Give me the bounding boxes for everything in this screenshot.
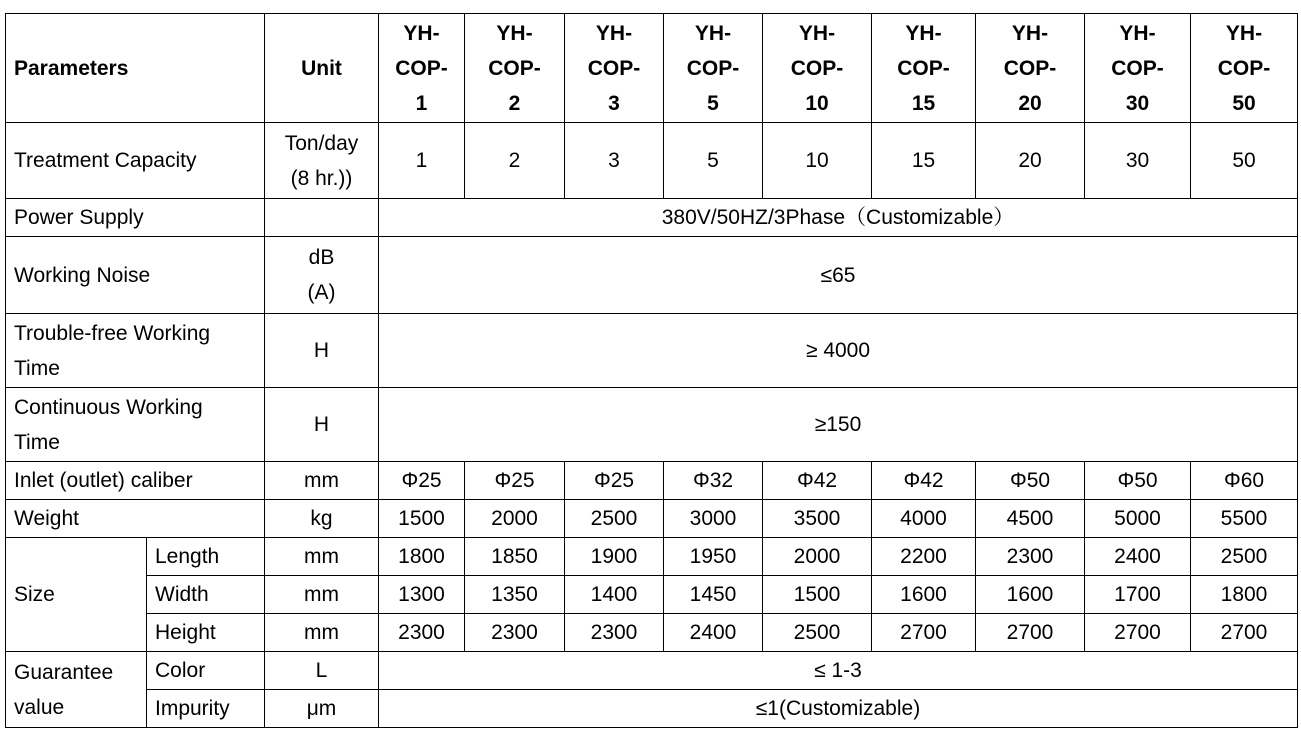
inlet-cell: Φ50	[1085, 462, 1191, 500]
treatment-capacity-label: Treatment Capacity	[6, 123, 265, 199]
trouble-free-unit: H	[265, 314, 379, 388]
size-height-label: Height	[147, 614, 265, 652]
header-model: YH- COP- 1	[379, 14, 465, 123]
treatment-capacity-cell: 30	[1085, 123, 1191, 199]
size-height-cell: 2700	[976, 614, 1085, 652]
power-supply-value: 380V/50HZ/3Phase（Customizable）	[379, 199, 1298, 237]
continuous-row	[6, 388, 1298, 462]
size-height-cell: 2400	[664, 614, 763, 652]
header-row	[6, 14, 1298, 123]
size-height-cell: 2300	[565, 614, 664, 652]
guarantee-impurity-unit: μm	[265, 690, 379, 728]
size-length-cell: 2000	[763, 538, 872, 576]
size-length-cell: 1850	[465, 538, 565, 576]
guarantee-color-row	[6, 652, 1298, 690]
trouble-free-label: Trouble-free Working Time	[6, 314, 265, 388]
weight-cell: 3500	[763, 500, 872, 538]
working-noise-row	[6, 237, 1298, 314]
header-model: YH- COP- 3	[565, 14, 664, 123]
header-unit: Unit	[265, 14, 379, 123]
size-width-cell: 1500	[763, 576, 872, 614]
size-height-cell: 2700	[1191, 614, 1298, 652]
size-width-cell: 1600	[976, 576, 1085, 614]
treatment-capacity-cell: 3	[565, 123, 664, 199]
continuous-unit: H	[265, 388, 379, 462]
size-height-cell: 2700	[872, 614, 976, 652]
spec-table	[5, 13, 1298, 728]
guarantee-impurity-value: ≤1(Customizable)	[379, 690, 1298, 728]
treatment-capacity-cell: 5	[664, 123, 763, 199]
guarantee-impurity-label: Impurity	[147, 690, 265, 728]
size-width-cell: 1400	[565, 576, 664, 614]
header-model: YH- COP- 30	[1085, 14, 1191, 123]
header-parameters: Parameters	[6, 14, 265, 123]
size-width-cell: 1600	[872, 576, 976, 614]
weight-cell: 5500	[1191, 500, 1298, 538]
weight-label: Weight	[6, 500, 265, 538]
size-width-cell: 1700	[1085, 576, 1191, 614]
size-height-cell: 2700	[1085, 614, 1191, 652]
weight-cell: 3000	[664, 500, 763, 538]
treatment-capacity-cell: 1	[379, 123, 465, 199]
size-height-row	[6, 614, 1298, 652]
treatment-capacity-row	[6, 123, 1298, 199]
size-height-cell: 2300	[465, 614, 565, 652]
size-length-cell: 2400	[1085, 538, 1191, 576]
inlet-cell: Φ32	[664, 462, 763, 500]
continuous-value: ≥150	[379, 388, 1298, 462]
treatment-capacity-cell: 2	[465, 123, 565, 199]
guarantee-impurity-row	[6, 690, 1298, 728]
treatment-capacity-cell: 20	[976, 123, 1085, 199]
header-model: YH- COP- 15	[872, 14, 976, 123]
inlet-cell: Φ60	[1191, 462, 1298, 500]
trouble-free-value: ≥ 4000	[379, 314, 1298, 388]
inlet-cell: Φ25	[565, 462, 664, 500]
inlet-cell: Φ25	[465, 462, 565, 500]
size-length-row	[6, 538, 1298, 576]
working-noise-unit: dB (A)	[265, 237, 379, 314]
trouble-free-row	[6, 314, 1298, 388]
size-width-cell: 1450	[664, 576, 763, 614]
weight-row	[6, 500, 1298, 538]
size-height-cell: 2300	[379, 614, 465, 652]
guarantee-color-label: Color	[147, 652, 265, 690]
size-width-cell: 1350	[465, 576, 565, 614]
size-length-cell: 1950	[664, 538, 763, 576]
weight-cell: 5000	[1085, 500, 1191, 538]
size-length-cell: 2500	[1191, 538, 1298, 576]
inlet-label: Inlet (outlet) caliber	[6, 462, 265, 500]
size-width-cell: 1300	[379, 576, 465, 614]
size-height-cell: 2500	[763, 614, 872, 652]
treatment-capacity-cell: 10	[763, 123, 872, 199]
inlet-unit: mm	[265, 462, 379, 500]
weight-cell: 4500	[976, 500, 1085, 538]
size-width-label: Width	[147, 576, 265, 614]
weight-cell: 2500	[565, 500, 664, 538]
power-supply-row	[6, 199, 1298, 237]
header-model: YH- COP- 5	[664, 14, 763, 123]
guarantee-color-value: ≤ 1-3	[379, 652, 1298, 690]
header-model: YH- COP- 50	[1191, 14, 1298, 123]
size-length-cell: 2200	[872, 538, 976, 576]
size-width-cell: 1800	[1191, 576, 1298, 614]
inlet-cell: Φ42	[763, 462, 872, 500]
weight-cell: 2000	[465, 500, 565, 538]
size-length-label: Length	[147, 538, 265, 576]
treatment-capacity-unit: Ton/day (8 hr.))	[265, 123, 379, 199]
treatment-capacity-cell: 15	[872, 123, 976, 199]
header-model: YH- COP- 10	[763, 14, 872, 123]
power-supply-label: Power Supply	[6, 199, 265, 237]
inlet-cell: Φ25	[379, 462, 465, 500]
header-model: YH- COP- 2	[465, 14, 565, 123]
size-length-cell: 1900	[565, 538, 664, 576]
weight-cell: 1500	[379, 500, 465, 538]
guarantee-label: Guarantee value	[6, 652, 147, 728]
header-model: YH- COP- 20	[976, 14, 1085, 123]
continuous-label: Continuous Working Time	[6, 388, 265, 462]
size-length-cell: 2300	[976, 538, 1085, 576]
weight-cell: 4000	[872, 500, 976, 538]
power-supply-unit	[265, 199, 379, 237]
size-height-unit: mm	[265, 614, 379, 652]
weight-unit: kg	[265, 500, 379, 538]
inlet-row	[6, 462, 1298, 500]
working-noise-label: Working Noise	[6, 237, 265, 314]
inlet-cell: Φ42	[872, 462, 976, 500]
guarantee-color-unit: L	[265, 652, 379, 690]
working-noise-value: ≤65	[379, 237, 1298, 314]
size-length-unit: mm	[265, 538, 379, 576]
size-width-row	[6, 576, 1298, 614]
size-label: Size	[6, 538, 147, 652]
inlet-cell: Φ50	[976, 462, 1085, 500]
treatment-capacity-cell: 50	[1191, 123, 1298, 199]
size-width-unit: mm	[265, 576, 379, 614]
size-length-cell: 1800	[379, 538, 465, 576]
